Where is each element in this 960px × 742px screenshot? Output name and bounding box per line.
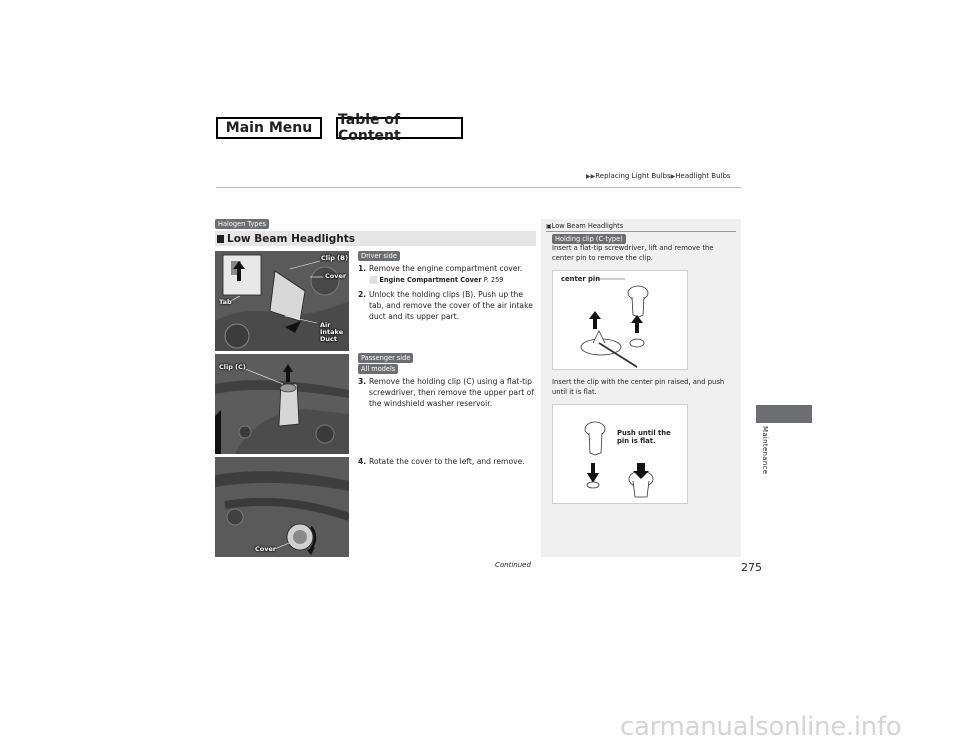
- notes-text-remove: Insert a flat-tip screwdriver, lift and remove the center pin to remove the clip.: [552, 244, 714, 262]
- all-models-tag: All models: [358, 364, 398, 374]
- breadcrumb-item-headlight[interactable]: Headlight Bulbs: [675, 172, 731, 180]
- steps-driver: [358, 263, 536, 322]
- notes-divider: [546, 231, 736, 232]
- page-number: 275: [741, 561, 762, 574]
- photo-passenger-side: [215, 354, 349, 454]
- steps-passenger: [358, 376, 536, 409]
- label-cover-3: Cover: [255, 545, 277, 553]
- step-1: 1. Remove the engine compartment cover.: [358, 264, 523, 273]
- step-2: 2. Unlock the holding clips (B). Push up the tab, and remove the cover of the air intake duct and its upper part.: [358, 290, 533, 321]
- label-air-intake-duct: Air Intake Duct: [320, 321, 344, 343]
- label-tab: Tab: [219, 298, 232, 306]
- holding-clip-tag: Holding clip (C-type): [552, 234, 626, 244]
- section-square-icon: [217, 235, 224, 243]
- steps-final: [358, 456, 536, 467]
- maintenance-tab[interactable]: [756, 405, 812, 423]
- breadcrumb-item-bulbs[interactable]: Replacing Light Bulbs: [595, 172, 671, 180]
- continued-label: Continued: [495, 561, 531, 569]
- photo-cover-rotate: [215, 457, 349, 557]
- section-title: Low Beam Headlights: [227, 232, 356, 245]
- breadcrumb-arrow-icon: ▶▶: [586, 173, 596, 180]
- diagram-label-push: Push until the pin is flat.: [617, 429, 671, 445]
- diagram-push-pin: [552, 404, 688, 504]
- notes-text-insert: Insert the clip with the center pin raised, and push until it is flat.: [552, 378, 725, 396]
- table-of-content-button[interactable]: Table of Content: [336, 117, 463, 139]
- photo-driver-side: [215, 251, 349, 351]
- breadcrumb: [586, 172, 731, 180]
- label-cover: Cover: [325, 272, 347, 280]
- section-header: [215, 231, 536, 246]
- reference-link[interactable]: ⬜ Engine Compartment Cover P. 259: [369, 276, 504, 284]
- step-3: 3. Remove the holding clip (C) using a flat-tip screwdriver, then remove the upper part of the windshield washer reservoir.: [358, 377, 534, 408]
- main-menu-button[interactable]: Main Menu: [216, 117, 322, 139]
- breadcrumb-arrow-icon: ▶: [670, 173, 676, 180]
- notes-heading: ▣Low Beam Headlights: [546, 222, 624, 230]
- diagram-label-center-pin: center pin: [561, 275, 601, 283]
- label-clip-c: Clip (C): [219, 363, 246, 371]
- passenger-side-tag: Passenger side: [358, 353, 413, 363]
- driver-side-tag: Driver side: [358, 251, 400, 261]
- reference-icon: ⬜: [369, 276, 378, 284]
- label-clip-b: Clip (B): [321, 254, 349, 262]
- notes-ref-icon: ▣: [546, 223, 552, 230]
- halogen-types-tag: Halogen Types: [215, 219, 269, 229]
- header-divider: [216, 187, 741, 188]
- maintenance-label: Maintenance: [761, 426, 769, 475]
- watermark: carmanualsonline.info: [620, 712, 902, 742]
- diagram-center-pin: [552, 270, 688, 370]
- step-4: 4. Rotate the cover to the left, and remove.: [358, 457, 525, 466]
